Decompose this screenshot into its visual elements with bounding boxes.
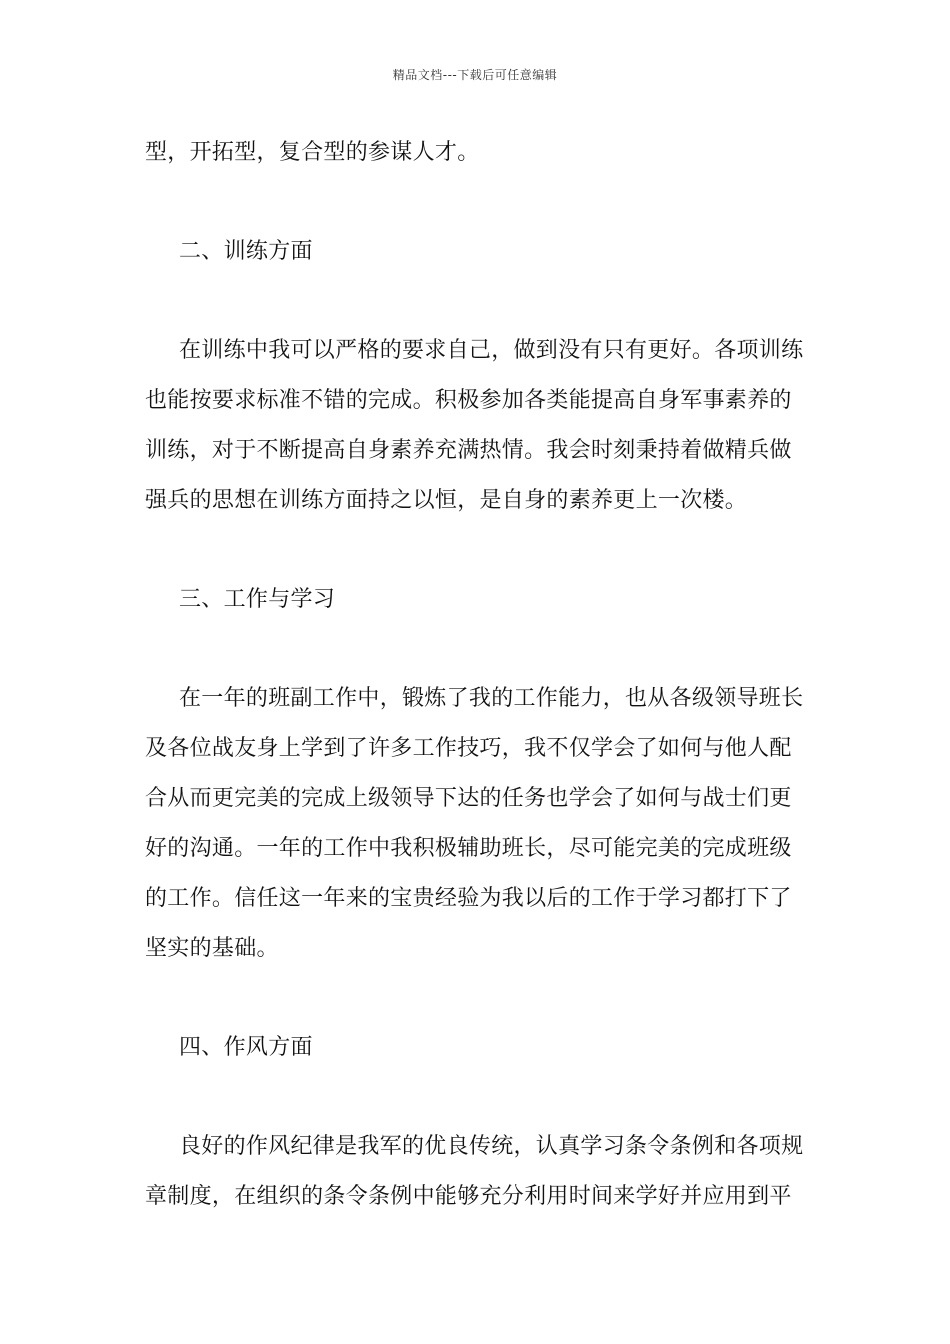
paragraph-gap	[145, 974, 810, 1023]
paragraph-line: 的工作。信任这一年来的宝贵经验为我以后的工作于学习都打下了	[145, 886, 792, 911]
paragraph-line: 也能按要求标准不错的完成。积极参加各类能提高自身军事素养的	[145, 388, 792, 413]
paragraph-line: 在训练中我可以严格的要求自己，做到没有只有更好。各项训练	[179, 338, 804, 363]
paragraph-line: 坚实的基础。	[145, 936, 279, 961]
section-heading-work-study: 三、工作与学习	[179, 587, 336, 612]
paragraph-line: 良好的作风纪律是我军的优良传统，认真学习条令条例和各项规	[179, 1134, 804, 1159]
paragraph-gap	[145, 178, 810, 227]
section-heading-style: 四、作风方面	[179, 1035, 313, 1060]
paragraph-gap	[145, 526, 810, 575]
document-body	[145, 128, 810, 1222]
paragraph-gap	[145, 277, 810, 326]
paragraph-gap	[145, 625, 810, 674]
paragraph-line: 强兵的思想在训练方面持之以恒，是自身的素养更上一次楼。	[145, 488, 748, 513]
paragraph-line: 合从而更完美的完成上级领导下达的任务也学会了如何与战士们更	[145, 786, 792, 811]
paragraph-line: 在一年的班副工作中，锻炼了我的工作能力，也从各级领导班长	[179, 686, 804, 711]
paragraph-gap	[145, 1073, 810, 1122]
paragraph-line: 训练，对于不断提高自身素养充满热情。我会时刻秉持着做精兵做	[145, 438, 792, 463]
paragraph-line: 及各位战友身上学到了许多工作技巧，我不仅学会了如何与他人配	[145, 736, 792, 761]
paragraph-line: 章制度，在组织的条令条例中能够充分利用时间来学好并应用到平	[145, 1184, 792, 1209]
page-header: 精品文档---下载后可任意编辑	[392, 68, 558, 82]
paragraph-line: 型，开拓型，复合型的参谋人才。	[145, 140, 480, 165]
paragraph-line: 好的沟通。一年的工作中我积极辅助班长，尽可能完美的完成班级	[145, 836, 792, 861]
section-heading-training: 二、训练方面	[179, 239, 313, 264]
